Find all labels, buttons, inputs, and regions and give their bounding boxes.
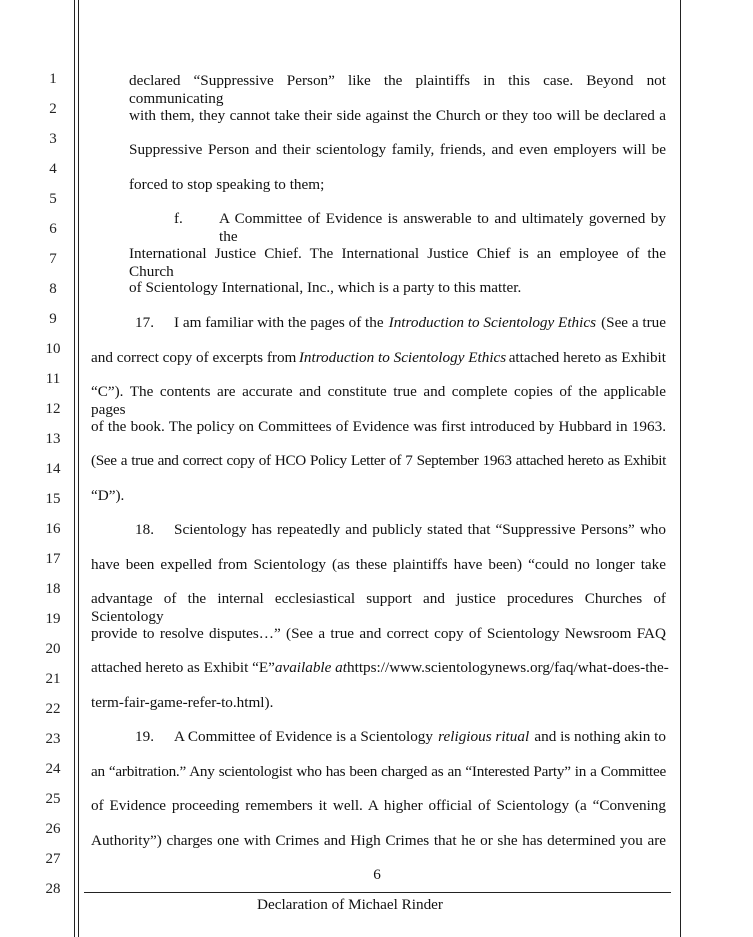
body-text-italic: available at: [274, 659, 347, 676]
body-text: and is nothing akin to: [534, 728, 666, 745]
body-text: (See a true: [601, 314, 666, 331]
body-text: and correct copy of excerpts from: [91, 349, 297, 366]
line-number: 27: [45, 851, 61, 867]
body-line: declared “Suppressive Person” like the plaintiffs in this case. Beyond not communicating: [129, 72, 666, 107]
right-margin-rule: [680, 0, 681, 937]
line-number: 15: [45, 491, 61, 507]
body-line: provide to resolve disputes…” (See a true and correct copy of Scientology Newsroom FAQ: [91, 625, 666, 642]
line-number: 23: [45, 731, 61, 747]
line-number: 10: [45, 341, 61, 357]
paragraph-number: 18.: [135, 521, 154, 538]
line-number: 26: [45, 821, 61, 837]
line-number: 28: [45, 881, 61, 897]
line-number: 22: [45, 701, 61, 717]
line-number: 21: [45, 671, 61, 687]
body-line: “D”).: [91, 487, 125, 504]
body-line: with them, they cannot take their side against the Church or they too will be declared a: [129, 107, 666, 124]
line-number: 1: [49, 71, 57, 87]
line-number: 9: [49, 311, 57, 327]
line-number: 5: [49, 191, 57, 207]
line-number: 2: [49, 101, 57, 117]
body-line: of Scientology International, Inc., which is a party to this matter.: [129, 279, 522, 296]
body-line: [174, 728, 666, 746]
body-line: Suppressive Person and their scientology family, friends, and even employers will be: [129, 141, 666, 158]
body-line: forced to stop speaking to them;: [129, 176, 325, 193]
body-line: Scientology has repeatedly and publicly stated that “Suppressive Persons” who: [174, 521, 666, 538]
body-line: an “arbitration.” Any scientologist who has been charged as an “Interested Party” in a Committee: [91, 763, 666, 780]
line-number: 16: [45, 521, 61, 537]
line-number: 18: [45, 581, 61, 597]
body-line: [91, 659, 669, 677]
body-text: attached hereto as Exhibit: [508, 349, 666, 366]
body-text: A Committee of Evidence is a Scientology: [174, 728, 433, 745]
line-number: 4: [49, 161, 57, 177]
body-line: [91, 349, 666, 367]
body-line: of the book. The policy on Committees of Evidence was first introduced by Hubbard in 1963.: [91, 418, 666, 435]
url-text: https://www.scientologynews.org/faq/what-does-the-: [347, 659, 669, 676]
body-line: A Committee of Evidence is answerable to and ultimately governed by the: [219, 210, 666, 245]
body-text-italic: religious ritual: [438, 728, 530, 745]
body-text: I am familiar with the pages of the: [174, 314, 384, 331]
body-line: of Evidence proceeding remembers it well. A higher official of Scientology (a “Convening: [91, 797, 666, 814]
line-number: 3: [49, 131, 57, 147]
line-number: 11: [45, 371, 61, 387]
line-number: 24: [45, 761, 61, 777]
footer-title: Declaration of Michael Rinder: [257, 896, 443, 913]
line-number: 8: [49, 281, 57, 297]
body-line: advantage of the internal ecclesiastical support and justice procedures Churches of Scientology: [91, 590, 666, 625]
body-line: Authority”) charges one with Crimes and High Crimes that he or she has determined you are: [91, 832, 666, 849]
body-text: attached hereto as Exhibit “E”: [91, 659, 275, 676]
line-number: 13: [45, 431, 61, 447]
body-line: (See a true and correct copy of HCO Policy Letter of 7 September 1963 attached hereto as Exhibit: [91, 452, 666, 469]
list-marker: f.: [174, 210, 183, 227]
line-number: 20: [45, 641, 61, 657]
book-title: Introduction to Scientology Ethics: [388, 314, 597, 331]
left-margin-rule-inner: [78, 0, 79, 937]
body-line: “C”). The contents are accurate and constitute true and complete copies of the applicable pages: [91, 383, 666, 418]
book-title: Introduction to Scientology Ethics: [298, 349, 507, 366]
body-line: [174, 314, 666, 332]
page-number: 6: [373, 866, 381, 883]
line-number: 12: [45, 401, 61, 417]
line-number: 7: [49, 251, 57, 267]
line-number: 19: [45, 611, 61, 627]
paragraph-number: 17.: [135, 314, 154, 331]
left-margin-rule-outer: [74, 0, 75, 937]
body-line: International Justice Chief. The International Justice Chief is an employee of the Church: [129, 245, 666, 280]
paragraph-number: 19.: [135, 728, 154, 745]
line-number: 17: [45, 551, 61, 567]
line-number: 14: [45, 461, 61, 477]
body-line: have been expelled from Scientology (as these plaintiffs have been) “could no longer take: [91, 556, 666, 573]
footer-rule: [84, 892, 671, 893]
body-line: term-fair-game-refer-to.html).: [91, 694, 274, 711]
line-number: 25: [45, 791, 61, 807]
line-number: 6: [49, 221, 57, 237]
